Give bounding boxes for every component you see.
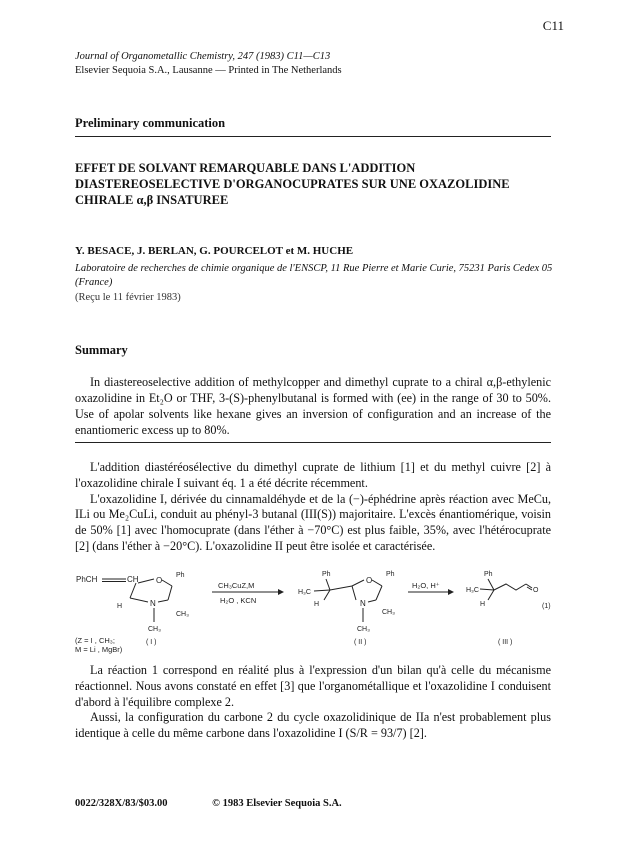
- bond: [162, 580, 172, 586]
- bond: [324, 590, 330, 600]
- summary-heading: Summary: [75, 343, 128, 357]
- divider: [75, 136, 551, 137]
- atom-label: CH₃: [148, 626, 161, 633]
- compound-label-II: ( II ): [354, 639, 367, 646]
- section-heading: Preliminary communication: [75, 116, 226, 130]
- page-number: C11: [542, 18, 564, 33]
- author-list: Y. BESACE, J. BERLAN, G. POURCELOT et M. HUCHE: [75, 245, 354, 257]
- summary-text: In diastereoselective addition of methylcopper and dimethyl cuprate to a chiral α,β-ethylenic oxazolidine in Et₂O or THF, 3-(S)-phenylbutanal is formed with (ee) in the range of 30 to 50%. Use of apolar solvents like hexane gives an inversion of configuration and an increase of the enantiomeric excess up to 80%.: [75, 375, 551, 437]
- footnote-line: (Z = I , CH₃;: [75, 636, 115, 645]
- reagent-label: H₂O , KCN: [220, 596, 257, 605]
- reagent-label: CH₃CuZ,M: [218, 581, 255, 590]
- bond: [326, 579, 330, 590]
- atom-label: O: [156, 576, 163, 585]
- bond: [372, 580, 382, 586]
- paragraph: L'addition diastéréosélective du dimethyl cuprate de lithium [1] et du methyl cuivre [2] à l'oxazolidine chirale I suivant éq. 1 a été décrite récemment.: [75, 460, 551, 490]
- atom-label: H: [480, 601, 486, 608]
- bond: [488, 590, 494, 600]
- bond: [352, 580, 364, 586]
- bond: [130, 583, 136, 598]
- paragraph: La réaction 1 correspond en réalité plus à l'expression d'un bilan qu'à celle du mécanisme réactionnel. Nous avons constaté en effet [3] que l'organométallique et l'oxazolidine I conduisent d'abord à l'équilibre complexe 2.: [75, 663, 551, 709]
- atom-label: Ph: [322, 571, 331, 578]
- bond: [314, 590, 330, 591]
- atom-label: PhCH: [76, 575, 98, 584]
- affiliation: Laboratoire de recherches de chimie organique de l'ENSCP, 11 Rue Pierre et Marie Curie, 75231 Paris Cedex 05 (France): [75, 263, 553, 288]
- arrow-head: [448, 589, 454, 595]
- atom-label: H: [117, 603, 123, 610]
- atom-label: CH: [127, 575, 139, 584]
- atom-label: N: [150, 599, 156, 608]
- footnote-line: M = Li , MgBr): [75, 645, 123, 654]
- copyright: © 1983 Elsevier Sequoia S.A.: [212, 798, 342, 809]
- atom-label: CH₃: [382, 609, 395, 616]
- divider: [75, 442, 551, 443]
- summary-block: [75, 374, 551, 438]
- bond: [368, 600, 376, 602]
- journal-line: Journal of Organometallic Chemistry, 247 (1983) C11—C13: [75, 51, 331, 62]
- body-text-top: [75, 460, 551, 555]
- reagent-label: H₂O, H⁺: [412, 581, 440, 590]
- paragraph: Aussi, la configuration du carbone 2 du cycle oxazolidinique de IIa n'est probablement plus identique à celle du même carbone dans l'oxazolidine I (S/R = 93/7) [2].: [75, 710, 551, 741]
- atom-label: H₃C: [298, 589, 311, 596]
- compound-label-III: ( III ): [498, 639, 513, 646]
- atom-label: H: [314, 601, 320, 608]
- bond: [488, 579, 494, 590]
- atom-label: O: [533, 587, 539, 594]
- bond: [480, 589, 494, 590]
- publisher-line: Elsevier Sequoia S.A., Lausanne — Printed in The Netherlands: [75, 65, 342, 76]
- bond: [376, 586, 382, 600]
- atom-label: H₃C: [466, 587, 479, 594]
- page-footer: [75, 798, 342, 809]
- article-code: 0022/328X/83/$03.00: [75, 798, 168, 809]
- carbon-chain: [494, 584, 526, 590]
- reaction-scheme: [70, 568, 560, 652]
- received-date: (Reçu le 11 février 1983): [75, 292, 181, 303]
- atom-label: CH₃: [176, 611, 189, 618]
- equation-number: (1): [542, 603, 551, 610]
- atom-label: CH₃: [357, 626, 370, 633]
- journal-citation: [75, 50, 342, 78]
- scheme-footnote: [75, 636, 122, 654]
- atom-label: N: [360, 599, 366, 608]
- paragraph: L'oxazolidine I, dérivée du cinnamaldéhyde et de la (−)-éphédrine après réaction avec MeCu, ILi ou Me₂CuLi, conduit au phényl-3 butanal (III(S)) majoritaire. L'excès énantiomérique, voisin de 50% [1] avec l'homocuprate (dans l'éther à −70°C) est plus faible, 35%, avec l'hétérocuprate [2] (dans l'éther à −20°C). L'oxazolidine II peut être isolée et caractérisée.: [75, 491, 551, 553]
- arrow-head: [278, 589, 284, 595]
- atom-label: Ph: [484, 571, 493, 578]
- bond: [330, 586, 352, 590]
- body-text-bottom: [75, 663, 551, 742]
- atom-label: Ph: [386, 571, 395, 578]
- bond: [138, 579, 154, 583]
- bond: [130, 598, 148, 602]
- bond: [352, 586, 356, 600]
- atom-label: O: [366, 576, 373, 585]
- compound-label-I: ( I ): [146, 639, 157, 646]
- bond: [158, 600, 168, 602]
- article-title: EFFET DE SOLVANT REMARQUABLE DANS L'ADDITION DIASTEREOSELECTIVE D'ORGANOCUPRATES SUR UNE OXAZOLIDINE CHIRALE α,β INSATUREE: [75, 161, 510, 207]
- bond: [168, 586, 172, 600]
- atom-label: Ph: [176, 572, 185, 579]
